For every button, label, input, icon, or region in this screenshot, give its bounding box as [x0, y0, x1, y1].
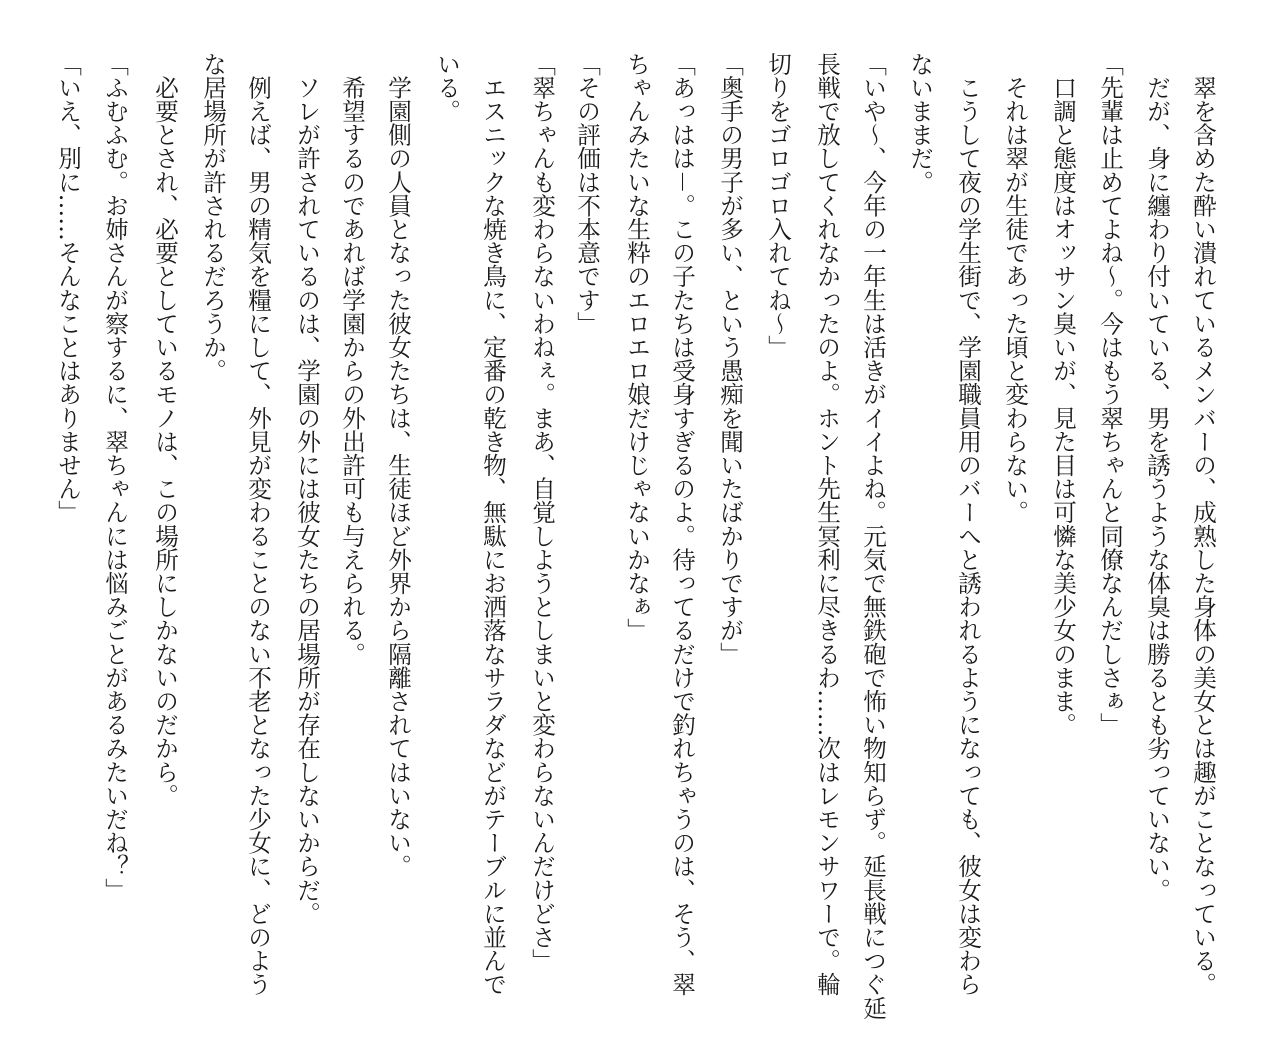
text-column: 「その評価は不本意です」: [573, 52, 601, 336]
text-column: 「いえ、別に……そんなことはありません」: [54, 52, 82, 524]
text-column: 「ふむふむ。お姉さんが察するに、翠ちゃんには悩みごとがあるみたいだね？」: [101, 52, 129, 902]
text-column: だが、身に纏わり付いている、男を誘うような体臭は勝るとも劣っていない。: [1143, 52, 1171, 902]
text-column: な居場所が許されるだろうか。: [199, 52, 227, 383]
text-column: 「あっはは－。この子たちは受身すぎるのよ。待ってるだけで釣れちゃうのは、そう、翠: [668, 52, 696, 996]
text-column: 「翠ちゃんも変わらないわねぇ。まあ、自覚しようとしまいと変わらないんだけどさ」: [528, 52, 556, 973]
text-column: それは翠が生徒であった頃と変わらない。: [1001, 52, 1029, 524]
text-column: ないままだ。: [906, 52, 934, 194]
text-column: 長戦で放してくれなかったのよ。ホント先生冥利に尽きるわ……次はレモンサワーで。輪: [813, 52, 841, 996]
text-column: 希望するのであれば学園からの外出許可も与えられる。: [338, 52, 366, 666]
text-column: 必要とされ、必要としているモノは、この場所にしかないのだから。: [151, 52, 179, 808]
text-column: 「奥手の男子が多い、という愚痴を聞いたばかりですが」: [716, 52, 744, 666]
text-column: 「先輩は止めてよね～。今はもう翠ちゃんと同僚なんだしさぁ」: [1096, 52, 1124, 737]
text-column: 翠を含めた酔い潰れているメンバーの、成熟した身体の美女とは趣がことなっている。: [1189, 52, 1217, 996]
text-column: エスニックな焼き鳥に、定番の乾き物、無駄にお洒落なサラダなどがテーブルに並んで: [479, 52, 507, 996]
text-column: こうして夜の学生街で、学園職員用のバーへと誘われるようになっても、彼女は変わら: [954, 52, 982, 996]
text-column: 口調と態度はオッサン臭いが、見た目は可憐な美少女のまま。: [1049, 52, 1077, 737]
text-column: 「いや～、今年の一年生は活きがイイよね。元気で無鉄砲で怖い物知らず。延長戦につぐ延: [859, 52, 887, 1020]
text-column: ソレが許されているのは、学園の外には彼女たちの居場所が存在しないからだ。: [293, 52, 321, 926]
text-column: 切りをゴロゴロ入れてね～」: [764, 52, 792, 359]
text-column: 例えば、男の精気を糧にして、外見が変わることのない不老となった少女に、どのよう: [244, 52, 272, 996]
text-column: 学園側の人員となった彼女たちは、生徒ほど外界から隔離されてはいない。: [384, 52, 412, 878]
text-column: いる。: [433, 52, 461, 123]
text-column: ちゃんみたいな生粋のエロエロ娘だけじゃないかなぁ」: [623, 52, 651, 642]
